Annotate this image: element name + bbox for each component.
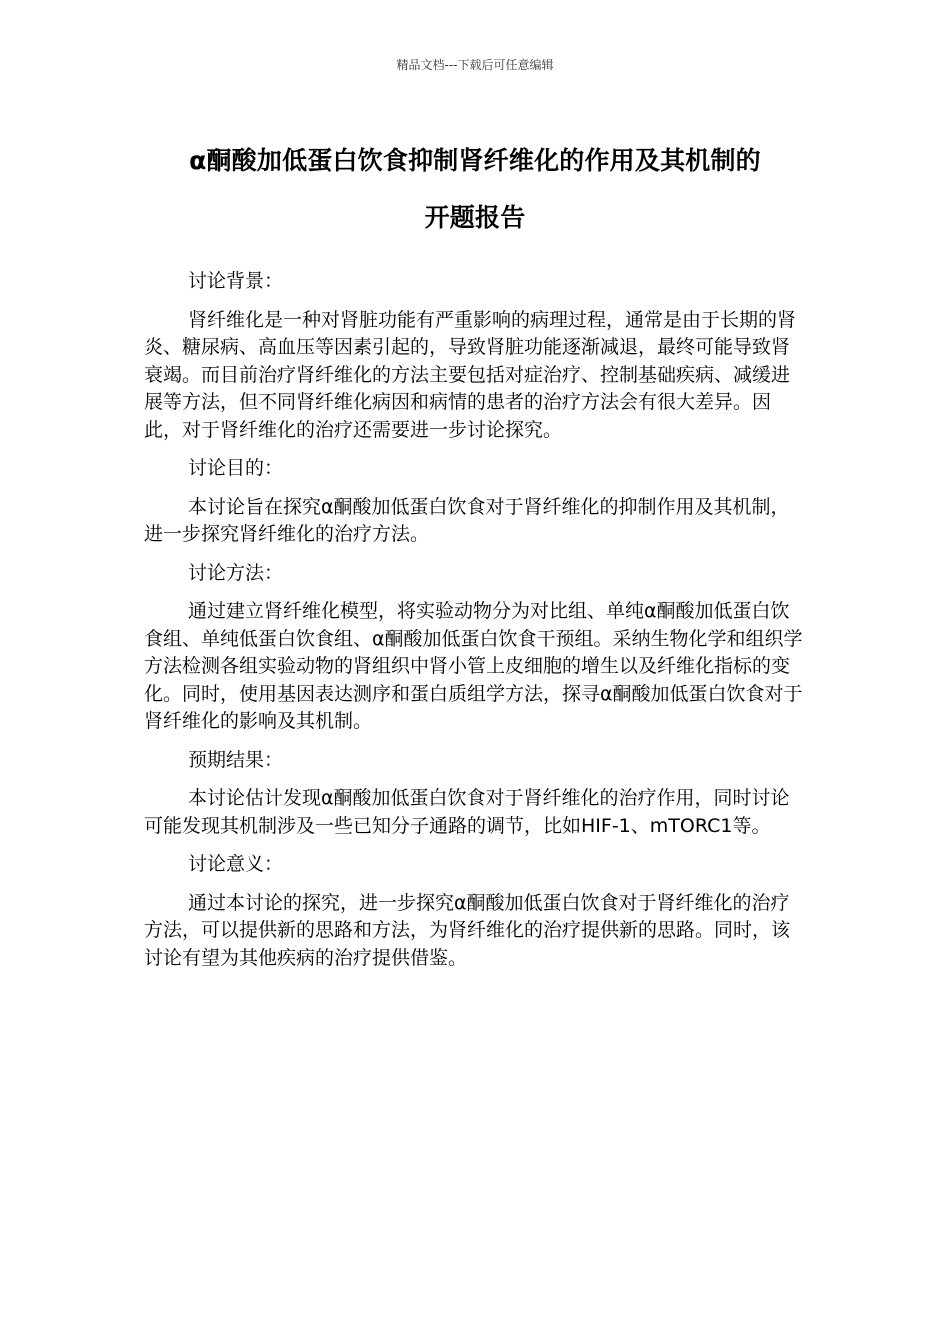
section-heading-method: 讨论方法： (188, 561, 284, 584)
document-title-line-1: α酮酸加低蛋白饮食抑制肾纤维化的作用及其机制的 (189, 146, 761, 175)
section-body-background: 肾纤维化是一种对肾脏功能有严重影响的病理过程，通常是由于长期的肾炎、糖尿病、高血压等因素引起的，导致肾脏功能逐渐减退，最终可能导致肾衰竭。而目前治疗肾纤维化的方法主要包括对症治疗、控制基础疾病、减缓进展等方法，但不同肾纤维化病因和病情的患者的治疗方法会有很大差异。因此，对于肾纤维化的治疗还需要进一步讨论探究。 (144, 308, 797, 441)
section-heading-expected-results: 预期结果： (188, 748, 284, 771)
document-title (130, 132, 820, 246)
section-body-method: 通过建立肾纤维化模型，将实验动物分为对比组、单纯α酮酸加低蛋白饮食组、单纯低蛋白饮食组、α酮酸加低蛋白饮食干预组。采纳生物化学和组织学方法检测各组实验动物的肾组织中肾小管上皮细胞的增生以及纤维化指标的变化。同时，使用基因表达测序和蛋白质组学方法，探寻α酮酸加低蛋白饮食对于肾纤维化的影响及其机制。 (144, 600, 803, 732)
page-header: 精品文档---下载后可任意编辑 (396, 58, 554, 72)
section-body-expected-results: 本讨论估计发现α酮酸加低蛋白饮食对于肾纤维化的治疗作用，同时讨论可能发现其机制涉及一些已知分子通路的调节，比如HIF-1、mTORC1等。 (144, 787, 790, 837)
section-body-purpose: 本讨论旨在探究α酮酸加低蛋白饮食对于肾纤维化的抑制作用及其机制，进一步探究肾纤维化的治疗方法。 (144, 495, 790, 545)
section-heading-purpose: 讨论目的： (188, 457, 284, 479)
document-body (144, 268, 808, 983)
section-heading-background: 讨论背景： (188, 270, 284, 292)
section-heading-significance: 讨论意义： (188, 853, 284, 875)
document-title-line-2: 开题报告 (424, 203, 526, 232)
section-body-significance: 通过本讨论的探究，进一步探究α酮酸加低蛋白饮食对于肾纤维化的治疗方法，可以提供新的思路和方法，为肾纤维化的治疗提供新的思路。同时，该讨论有望为其他疾病的治疗提供借鉴。 (144, 891, 791, 969)
